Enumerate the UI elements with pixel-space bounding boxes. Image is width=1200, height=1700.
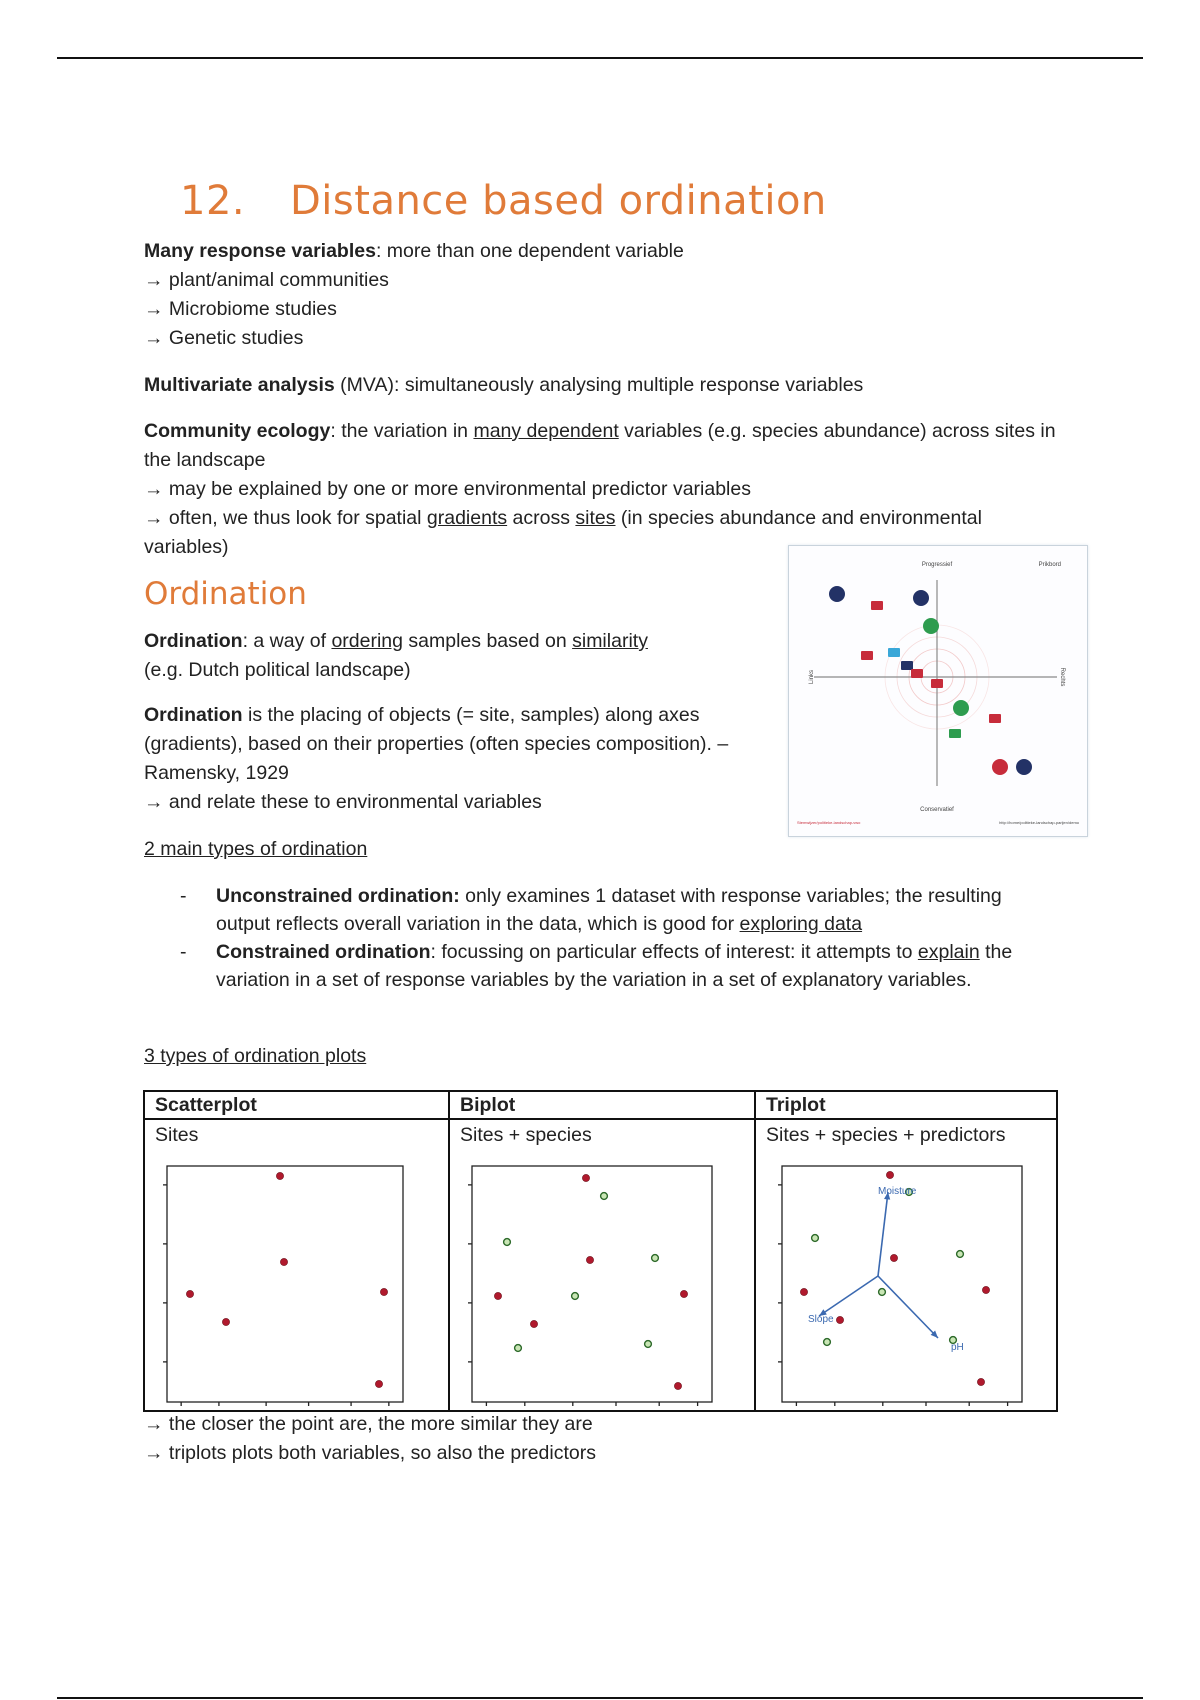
political-landscape-figure bbox=[788, 545, 1088, 837]
scatterplot-frame bbox=[163, 1166, 403, 1406]
figure-footer-right: http://home/politieke-landschap-parijen/demo bbox=[999, 820, 1079, 825]
community-arrow-1-text: may be explained by one or more environmental predictor variables bbox=[168, 478, 751, 500]
top-rule bbox=[57, 57, 1143, 59]
ordination-placing-term: Ordination bbox=[144, 704, 243, 726]
two-types-heading: 2 main types of ordination bbox=[144, 838, 368, 860]
ordination-def-term: Ordination bbox=[144, 630, 243, 652]
intro-arrow-3: Genetic studies bbox=[168, 327, 304, 349]
ordination-heading: Ordination bbox=[144, 576, 307, 612]
species-point bbox=[504, 1239, 511, 1246]
party-logo-0 bbox=[829, 586, 845, 602]
ordination-placing-arrow: → and relate these to environmental variables bbox=[144, 791, 542, 813]
party-logo-3 bbox=[871, 601, 883, 610]
triplot-column bbox=[754, 1092, 1056, 1410]
site-point bbox=[800, 1288, 807, 1295]
scatterplot-column bbox=[145, 1092, 448, 1410]
scatterplot-subtitle: Sites bbox=[155, 1124, 199, 1146]
figure-right-label: Rechts bbox=[1059, 667, 1065, 687]
heading-title: Distance based ordination bbox=[290, 178, 827, 224]
ordination-placing-arrow-text: and relate these to environmental variables bbox=[168, 791, 542, 813]
ordination-def-text-1: : a way of bbox=[242, 630, 332, 652]
community-term: Community ecology bbox=[144, 420, 331, 442]
ordination-placing bbox=[144, 701, 754, 817]
triplot-svg bbox=[756, 1148, 1060, 1410]
conclusion-text-2: triplots plots both variables, so also the predictors bbox=[168, 1442, 596, 1464]
community-arrow-2: → often, we thus look for spatial gradients across sites (in species abundance and environmental variables) bbox=[144, 507, 982, 558]
community-block bbox=[144, 417, 1064, 562]
species-point bbox=[572, 1293, 579, 1300]
figure-top-label: Progressief bbox=[921, 562, 953, 568]
slope-label: Slope bbox=[808, 1314, 834, 1325]
unconstrained-underline: exploring data bbox=[739, 913, 863, 935]
ph-arrow bbox=[878, 1276, 938, 1338]
triplot-frame bbox=[778, 1166, 1022, 1406]
plot-frame bbox=[472, 1166, 712, 1402]
party-logo-4 bbox=[861, 651, 873, 660]
bottom-rule bbox=[57, 1697, 1143, 1699]
biplot-svg bbox=[450, 1148, 756, 1410]
site-point bbox=[186, 1290, 193, 1297]
intro-arrow-line: → plant/animal communities bbox=[144, 269, 389, 291]
triplot-title: Triplot bbox=[756, 1092, 1056, 1120]
constrained-text: : focussing on particular effects of interest: it attempts to bbox=[430, 941, 918, 963]
ordination-types-list bbox=[170, 882, 1050, 994]
intro-definition: : more than one dependent variable bbox=[375, 240, 684, 262]
conclusion-text-1: the closer the point are, the more similar they are bbox=[168, 1413, 593, 1435]
species-point bbox=[879, 1289, 886, 1296]
community-arrow-1: → may be explained by one or more environmental predictor variables bbox=[144, 478, 751, 500]
constrained-tail: the variation in a set of response variables by the variation in a set of explanatory variables. bbox=[216, 941, 1013, 991]
figure-corner-label: Prikbord bbox=[1038, 562, 1061, 568]
party-logo-1 bbox=[913, 590, 929, 606]
page-title bbox=[180, 178, 827, 224]
mva-line bbox=[144, 371, 863, 400]
site-point bbox=[982, 1286, 989, 1293]
community-text-1: : the variation in bbox=[330, 420, 474, 442]
site-point bbox=[977, 1378, 984, 1385]
unconstrained-text: only examines 1 dataset with response variables; the resulting output reflects overall variation in the data, which is good for bbox=[216, 885, 1002, 935]
biplot-subtitle: Sites + species bbox=[460, 1124, 592, 1146]
constrained-underline: explain bbox=[917, 941, 980, 963]
species-point bbox=[601, 1193, 608, 1200]
site-point bbox=[222, 1318, 229, 1325]
party-logo-13 bbox=[1016, 759, 1032, 775]
site-point bbox=[586, 1256, 593, 1263]
plot-frame bbox=[167, 1166, 403, 1402]
community-arrow-2-underline-2: sites bbox=[575, 507, 616, 529]
ordination-plots-table bbox=[143, 1090, 1058, 1412]
unconstrained-term: Unconstrained ordination: bbox=[216, 885, 460, 907]
ph-label: pH bbox=[951, 1342, 964, 1353]
party-logo-6 bbox=[901, 661, 913, 670]
list-item: - Unconstrained ordination: only examines 1 dataset with response variables; the resulting output reflects overall variation in the data, which is good for exploring data bbox=[180, 885, 1002, 935]
community-text-2: variables (e.g. species abundance) across sites in the landscape bbox=[144, 420, 1056, 471]
party-logo-11 bbox=[949, 729, 961, 738]
mva-term: Multivariate analysis bbox=[144, 374, 335, 396]
ordination-placing-text: is the placing of objects (= site, samples) along axes (gradients), based on their properties (often species composition). – Ramensky, 1929 bbox=[144, 704, 729, 784]
species-point bbox=[645, 1341, 652, 1348]
party-logo-10 bbox=[989, 714, 1001, 723]
site-point bbox=[494, 1292, 501, 1299]
mva-definition: : simultaneously analysing multiple response variables bbox=[393, 374, 864, 396]
figure-bottom-label: Conservatief bbox=[920, 807, 954, 813]
community-arrow-2-underline-1: gradients bbox=[426, 507, 508, 529]
figure-left-label: Links bbox=[809, 669, 815, 685]
list-item: - Constrained ordination: focussing on particular effects of interest: it attempts to explain the variation in a set of response variables by the variation in a set of explanatory variables. bbox=[180, 941, 1013, 991]
community-underline-1: many dependent bbox=[473, 420, 619, 442]
intro-arrow-line: → Genetic studies bbox=[144, 327, 304, 349]
constrained-term: Constrained ordination bbox=[216, 941, 431, 963]
conclusion-line-2: → triplots plots both variables, so also the predictors bbox=[144, 1442, 596, 1464]
site-point bbox=[280, 1258, 287, 1265]
moisture-label: Moisture bbox=[878, 1186, 917, 1197]
ordination-def-underline-1: ordering bbox=[331, 630, 403, 652]
slope-arrow bbox=[819, 1276, 878, 1316]
species-point bbox=[652, 1255, 659, 1262]
biplot-column bbox=[448, 1092, 756, 1410]
species-point bbox=[515, 1345, 522, 1352]
party-logos bbox=[829, 586, 1032, 775]
ordination-def-text-2: samples based on bbox=[403, 630, 573, 652]
biplot-frame bbox=[468, 1166, 712, 1406]
scatterplot-title: Scatterplot bbox=[145, 1092, 448, 1120]
site-point bbox=[380, 1288, 387, 1295]
community-arrow-2-text-3: (in species abundance and environmental variables) bbox=[144, 507, 982, 558]
triplot-subtitle: Sites + species + predictors bbox=[766, 1124, 1006, 1146]
party-logo-8 bbox=[931, 679, 943, 688]
site-point bbox=[890, 1254, 897, 1261]
community-arrow-2-text-1: often, we thus look for spatial bbox=[168, 507, 427, 529]
community-arrow-2-text-2: across bbox=[507, 507, 576, 529]
species-point bbox=[824, 1339, 831, 1346]
party-logo-5 bbox=[888, 648, 900, 657]
site-point bbox=[886, 1171, 893, 1178]
party-logo-9 bbox=[953, 700, 969, 716]
species-point bbox=[812, 1235, 819, 1242]
intro-block bbox=[144, 237, 684, 353]
figure-footer-left: Stemwijzer/politieke-landschap-vwo bbox=[797, 820, 861, 825]
scatterplot-svg bbox=[145, 1148, 448, 1410]
ordination-def-example: (e.g. Dutch political landscape) bbox=[144, 659, 411, 681]
intro-arrow-1: plant/animal communities bbox=[168, 269, 389, 291]
moisture-arrow bbox=[878, 1192, 888, 1276]
species-point bbox=[957, 1251, 964, 1258]
heading-number: 12. bbox=[180, 178, 246, 224]
intro-term: Many response variables bbox=[144, 240, 376, 262]
ordination-definition bbox=[144, 627, 764, 685]
political-landscape-svg bbox=[789, 546, 1087, 836]
conclusion-block bbox=[144, 1410, 596, 1468]
site-point bbox=[530, 1320, 537, 1327]
three-types-heading: 3 types of ordination plots bbox=[144, 1045, 367, 1067]
intro-arrow-line: → Microbiome studies bbox=[144, 298, 337, 320]
site-point bbox=[375, 1380, 382, 1387]
site-point bbox=[582, 1174, 589, 1181]
party-logo-12 bbox=[992, 759, 1008, 775]
site-point bbox=[836, 1316, 843, 1323]
site-point bbox=[276, 1172, 283, 1179]
intro-arrow-2: Microbiome studies bbox=[168, 298, 337, 320]
site-point bbox=[680, 1290, 687, 1297]
ordination-def-underline-2: similarity bbox=[572, 630, 648, 652]
site-point bbox=[674, 1382, 681, 1389]
plot-frame bbox=[782, 1166, 1022, 1402]
mva-abbr: (MVA) bbox=[334, 374, 394, 396]
party-logo-2 bbox=[923, 618, 939, 634]
biplot-title: Biplot bbox=[450, 1092, 756, 1120]
party-logo-7 bbox=[911, 669, 923, 678]
conclusion-line-1: → the closer the point are, the more similar they are bbox=[144, 1413, 593, 1435]
